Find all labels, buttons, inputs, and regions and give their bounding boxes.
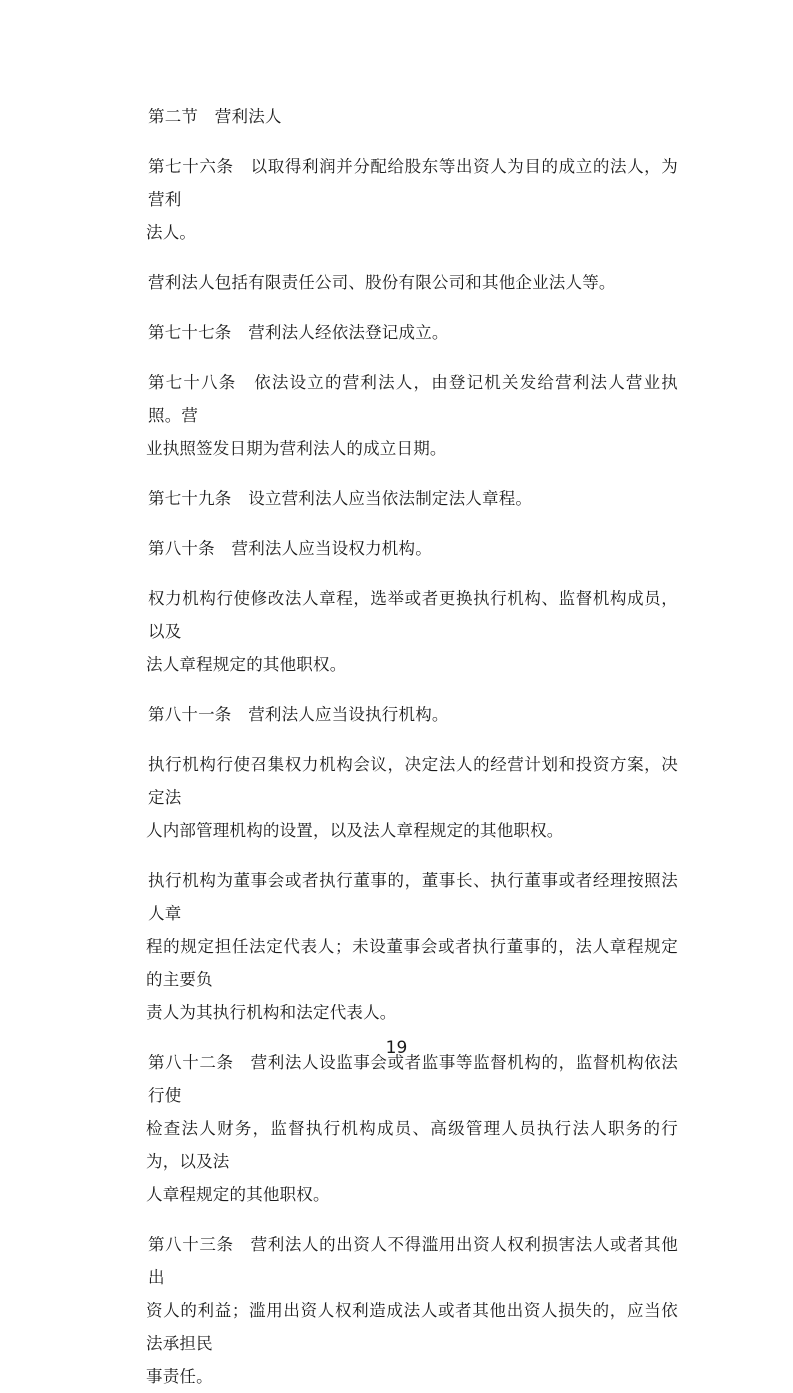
paragraph-line: 法人。 xyxy=(146,223,197,242)
paragraph-line: 第八十二条 营利法人设监事会或者监事等监督机构的，监督机构依法行使 xyxy=(148,1053,678,1105)
paragraph-line: 业执照签发日期为营利法人的成立日期。 xyxy=(146,439,447,458)
paragraph-line: 程的规定担任法定代表人；未设董事会或者执行董事的，法人章程规定的主要负 xyxy=(146,937,678,989)
paragraph-article-81-clause-1 xyxy=(148,748,678,847)
paragraph-article-78 xyxy=(148,366,678,465)
paragraph-article-83 xyxy=(148,1228,678,1393)
section-title xyxy=(148,100,678,133)
paragraph-line: 执行机构行使召集权力机构会议，决定法人的经营计划和投资方案，决定法 xyxy=(148,755,678,807)
paragraph-line: 第八十一条 营利法人应当设执行机构。 xyxy=(148,705,449,724)
paragraph-line: 法人章程规定的其他职权。 xyxy=(146,655,347,674)
paragraph-article-76 xyxy=(148,150,678,249)
paragraph-article-80 xyxy=(148,532,678,565)
paragraph-article-80-clause xyxy=(148,582,678,681)
paragraph-article-82 xyxy=(148,1046,678,1211)
paragraph-line: 第八十条 营利法人应当设权力机构。 xyxy=(148,539,432,558)
paragraph-line: 第七十七条 营利法人经依法登记成立。 xyxy=(148,323,449,342)
paragraph-line: 人章程规定的其他职权。 xyxy=(146,1185,330,1204)
paragraph-article-81 xyxy=(148,698,678,731)
paragraph-line: 第八十三条 营利法人的出资人不得滥用出资人权利损害法人或者其他出 xyxy=(148,1235,678,1287)
paragraph-article-81-clause-2 xyxy=(148,864,678,1029)
paragraph-line: 人内部管理机构的设置，以及法人章程规定的其他职权。 xyxy=(146,821,564,840)
section-title-text: 第二节 营利法人 xyxy=(148,107,282,126)
paragraph-article-79 xyxy=(148,482,678,515)
paragraph-line: 责人为其执行机构和法定代表人。 xyxy=(146,1003,397,1022)
paragraph-line: 检查法人财务，监督执行机构成员、高级管理人员执行法人职务的行为，以及法 xyxy=(146,1119,678,1171)
document-body xyxy=(148,100,678,1393)
paragraph-line: 资人的利益；滥用出资人权利造成法人或者其他出资人损失的，应当依法承担民 xyxy=(146,1301,678,1353)
paragraph-line: 第七十九条 设立营利法人应当依法制定法人章程。 xyxy=(148,489,533,508)
paragraph-line: 权力机构行使修改法人章程，选举或者更换执行机构、监督机构成员，以及 xyxy=(148,589,678,641)
paragraph-article-76-clause xyxy=(148,266,678,299)
page-number: 19 xyxy=(385,1038,408,1058)
paragraph-line: 执行机构为董事会或者执行董事的，董事长、执行董事或者经理按照法人章 xyxy=(148,871,678,923)
paragraph-line: 第七十八条 依法设立的营利法人，由登记机关发给营利法人营业执照。营 xyxy=(148,373,678,425)
paragraph-line: 营利法人包括有限责任公司、股份有限公司和其他企业法人等。 xyxy=(148,273,616,292)
paragraph-line: 第七十六条 以取得利润并分配给股东等出资人为目的成立的法人，为营利 xyxy=(148,157,678,209)
paragraph-article-77 xyxy=(148,316,678,349)
paragraph-line: 事责任。 xyxy=(146,1367,213,1386)
